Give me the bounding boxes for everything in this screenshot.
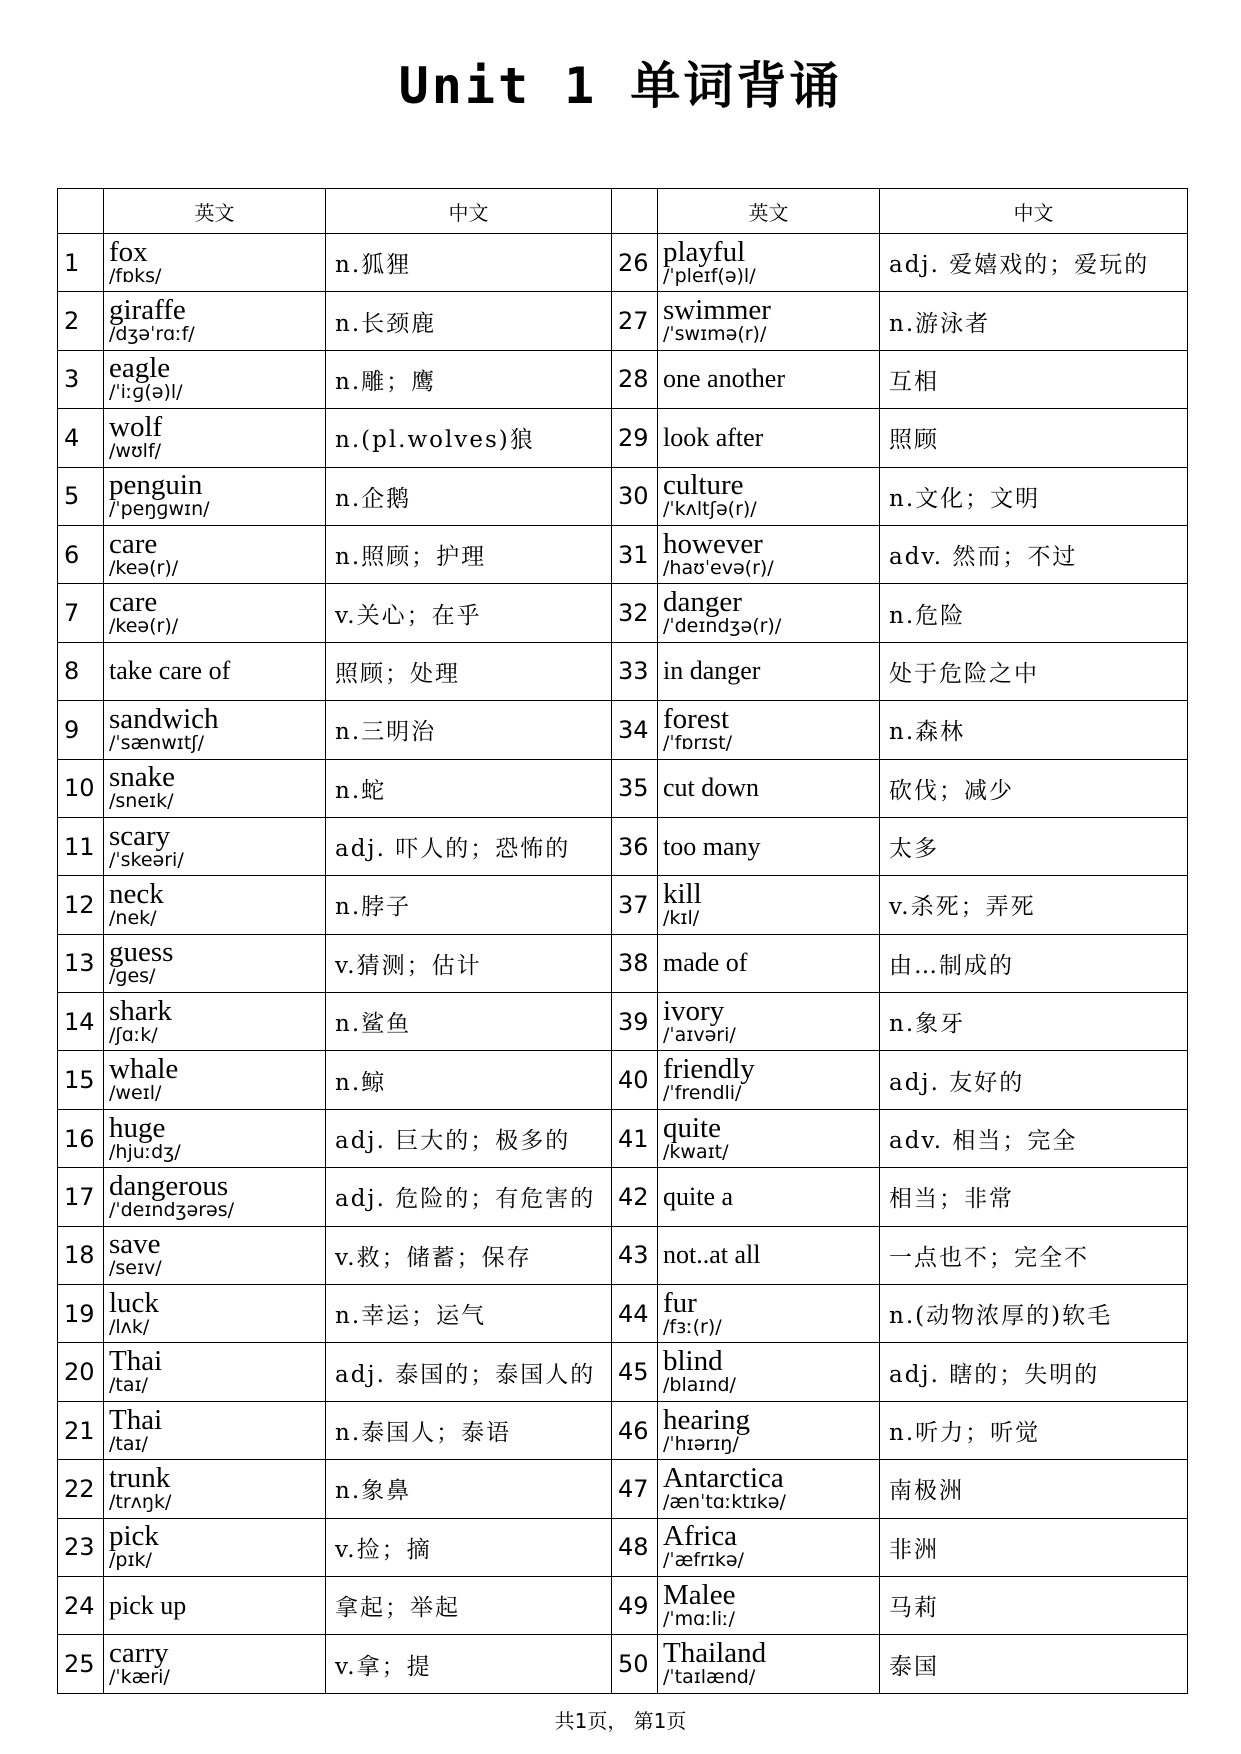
entry-number: 14 <box>58 993 104 1051</box>
entry-number: 21 <box>58 1401 104 1459</box>
phonetic: /ˈswɪmə(r)/ <box>663 323 767 346</box>
english-word: pick up <box>109 1590 187 1620</box>
chinese-meaning: n.狐狸 <box>326 234 612 292</box>
entry-number: 11 <box>58 817 104 875</box>
english-word: made of <box>663 948 748 978</box>
entry-number: 50 <box>612 1635 658 1693</box>
phonetic: /taɪ/ <box>109 1432 148 1455</box>
english-word: eagle <box>109 352 171 385</box>
english-word: not..at all <box>663 1240 761 1270</box>
entry-number: 7 <box>58 584 104 642</box>
chinese-meaning: v.杀死；弄死 <box>880 876 1188 934</box>
english-cell <box>104 467 326 525</box>
phonetic: /ˈpeŋɡwɪn/ <box>109 498 210 521</box>
entry-number: 44 <box>612 1285 658 1343</box>
entry-number: 1 <box>58 234 104 292</box>
english-cell <box>658 1343 880 1401</box>
entry-number: 13 <box>58 934 104 992</box>
english-cell <box>104 292 326 350</box>
english-cell <box>104 1343 326 1401</box>
english-cell <box>658 525 880 583</box>
entry-number: 15 <box>58 1051 104 1109</box>
chinese-meaning: adj. 友好的 <box>880 1051 1188 1109</box>
phonetic: /kwaɪt/ <box>663 1140 729 1163</box>
english-word: kill <box>663 877 702 910</box>
english-word: blind <box>663 1345 723 1378</box>
table-row <box>58 234 1188 292</box>
english-cell <box>104 1401 326 1459</box>
entry-number: 38 <box>612 934 658 992</box>
english-word: danger <box>663 586 742 619</box>
chinese-meaning: v.猜测；估计 <box>326 934 612 992</box>
chinese-meaning: adj. 爱嬉戏的；爱玩的 <box>880 234 1188 292</box>
entry-number: 41 <box>612 1109 658 1167</box>
table-row <box>58 1460 1188 1518</box>
phonetic: /weɪl/ <box>109 1082 162 1105</box>
english-word: swimmer <box>663 294 771 327</box>
table-row <box>58 584 1188 642</box>
english-cell <box>104 934 326 992</box>
phonetic: /dʒəˈrɑːf/ <box>109 323 195 346</box>
entry-number: 45 <box>612 1343 658 1401</box>
english-word: Malee <box>663 1578 736 1611</box>
entry-number: 34 <box>612 701 658 759</box>
english-word: whale <box>109 1053 179 1086</box>
english-cell <box>658 1401 880 1459</box>
table-row <box>58 876 1188 934</box>
chinese-meaning: n.长颈鹿 <box>326 292 612 350</box>
chinese-meaning: adj. 泰国的；泰国人的 <box>326 1343 612 1401</box>
english-cell <box>104 1109 326 1167</box>
entry-number: 24 <box>58 1576 104 1634</box>
phonetic: /kɪl/ <box>663 906 700 929</box>
english-cell <box>658 993 880 1051</box>
chinese-meaning: n.象鼻 <box>326 1460 612 1518</box>
header-english-left: 英文 <box>104 189 326 234</box>
entry-number: 22 <box>58 1460 104 1518</box>
english-word: save <box>109 1228 161 1261</box>
table-row <box>58 467 1188 525</box>
header-number-left <box>58 189 104 234</box>
english-cell <box>658 1226 880 1284</box>
phonetic: /keə(r)/ <box>109 556 179 579</box>
english-word: forest <box>663 702 730 735</box>
entry-number: 42 <box>612 1168 658 1226</box>
entry-number: 47 <box>612 1460 658 1518</box>
english-word: pick <box>109 1520 159 1553</box>
chinese-meaning: n.鲸 <box>326 1051 612 1109</box>
chinese-meaning: 照顾 <box>880 409 1188 467</box>
phonetic: /fɒks/ <box>109 264 162 287</box>
entry-number: 19 <box>58 1285 104 1343</box>
chinese-meaning: n.文化；文明 <box>880 467 1188 525</box>
english-cell <box>104 1635 326 1693</box>
table-row <box>58 1518 1188 1576</box>
entry-number: 43 <box>612 1226 658 1284</box>
english-cell <box>658 292 880 350</box>
english-cell <box>104 876 326 934</box>
phonetic: /ˈfrendli/ <box>663 1082 742 1105</box>
entry-number: 3 <box>58 350 104 408</box>
english-cell <box>658 1518 880 1576</box>
english-cell <box>104 701 326 759</box>
phonetic: /lʌk/ <box>109 1315 150 1338</box>
chinese-meaning: n.象牙 <box>880 993 1188 1051</box>
phonetic: /ˈmɑːliː/ <box>663 1607 735 1630</box>
english-word: dangerous <box>109 1169 229 1202</box>
chinese-meaning: n.鲨鱼 <box>326 993 612 1051</box>
english-cell <box>658 350 880 408</box>
entry-number: 32 <box>612 584 658 642</box>
header-chinese-right: 中文 <box>880 189 1188 234</box>
table-row <box>58 642 1188 700</box>
english-cell <box>658 642 880 700</box>
vocabulary-rows <box>58 234 1188 1694</box>
english-word: fur <box>663 1286 697 1319</box>
phonetic: /pɪk/ <box>109 1549 152 1572</box>
english-cell <box>658 1109 880 1167</box>
phonetic: /seɪv/ <box>109 1257 162 1280</box>
chinese-meaning: 互相 <box>880 350 1188 408</box>
chinese-meaning: 太多 <box>880 817 1188 875</box>
phonetic: /ˈaɪvəri/ <box>663 1023 736 1046</box>
entry-number: 10 <box>58 759 104 817</box>
entry-number: 36 <box>612 817 658 875</box>
english-word: huge <box>109 1111 166 1144</box>
entry-number: 33 <box>612 642 658 700</box>
english-word: guess <box>109 936 174 969</box>
english-word: sandwich <box>109 702 219 735</box>
entry-number: 28 <box>612 350 658 408</box>
english-word: giraffe <box>109 294 186 327</box>
chinese-meaning: n.泰国人；泰语 <box>326 1401 612 1459</box>
chinese-meaning: n.(动物浓厚的)软毛 <box>880 1285 1188 1343</box>
table-row <box>58 1635 1188 1693</box>
english-cell <box>104 1460 326 1518</box>
entry-number: 37 <box>612 876 658 934</box>
table-row <box>58 409 1188 467</box>
phonetic: /wʊlf/ <box>109 439 162 462</box>
chinese-meaning: adj. 危险的；有危害的 <box>326 1168 612 1226</box>
chinese-meaning: 处于危险之中 <box>880 642 1188 700</box>
english-cell <box>658 409 880 467</box>
phonetic: /ˈæfrɪkə/ <box>663 1549 744 1572</box>
table-row <box>58 525 1188 583</box>
entry-number: 6 <box>58 525 104 583</box>
english-word: carry <box>109 1637 169 1670</box>
chinese-meaning: 相当；非常 <box>880 1168 1188 1226</box>
entry-number: 16 <box>58 1109 104 1167</box>
table-row <box>58 1226 1188 1284</box>
table-row <box>58 1401 1188 1459</box>
english-cell <box>104 642 326 700</box>
table-row <box>58 934 1188 992</box>
phonetic: /ˈsænwɪtʃ/ <box>109 731 205 754</box>
english-cell <box>104 1226 326 1284</box>
phonetic: /ˈhɪərɪŋ/ <box>663 1432 739 1455</box>
chinese-meaning: 照顾；处理 <box>326 642 612 700</box>
english-word: neck <box>109 877 164 910</box>
english-word: fox <box>109 235 148 268</box>
chinese-meaning: adv. 然而；不过 <box>880 525 1188 583</box>
chinese-meaning: n.森林 <box>880 701 1188 759</box>
english-word: cut down <box>663 773 760 803</box>
chinese-meaning: n.游泳者 <box>880 292 1188 350</box>
entry-number: 48 <box>612 1518 658 1576</box>
english-word: take care of <box>109 656 231 686</box>
phonetic: /ʃɑːk/ <box>109 1023 158 1046</box>
phonetic: /nek/ <box>109 906 157 929</box>
page-title: Unit 1 单词背诵 <box>398 57 843 115</box>
table-row <box>58 1109 1188 1167</box>
chinese-meaning: adj. 瞎的；失明的 <box>880 1343 1188 1401</box>
english-word: culture <box>663 469 744 502</box>
english-word: hearing <box>663 1403 750 1436</box>
english-word: in danger <box>663 656 761 686</box>
phonetic: /ˈdeɪndʒərəs/ <box>109 1198 235 1221</box>
chinese-meaning: adj. 吓人的；恐怖的 <box>326 817 612 875</box>
english-cell <box>104 1285 326 1343</box>
phonetic: /fɜː(r)/ <box>663 1315 722 1338</box>
phonetic: /hjuːdʒ/ <box>109 1140 181 1163</box>
chinese-meaning: v.捡；摘 <box>326 1518 612 1576</box>
chinese-meaning: n.听力；听觉 <box>880 1401 1188 1459</box>
entry-number: 12 <box>58 876 104 934</box>
english-cell <box>104 1518 326 1576</box>
chinese-meaning: n.照顾；护理 <box>326 525 612 583</box>
english-word: wolf <box>109 410 163 443</box>
entry-number: 23 <box>58 1518 104 1576</box>
chinese-meaning: 由…制成的 <box>880 934 1188 992</box>
entry-number: 29 <box>612 409 658 467</box>
phonetic: /ˈtaɪlænd/ <box>663 1666 756 1689</box>
phonetic: /trʌŋk/ <box>109 1490 172 1513</box>
chinese-meaning: v.关心；在乎 <box>326 584 612 642</box>
table-row <box>58 292 1188 350</box>
english-word: luck <box>109 1286 159 1319</box>
entry-number: 46 <box>612 1401 658 1459</box>
phonetic: /ˈfɒrɪst/ <box>663 731 732 754</box>
english-cell <box>104 759 326 817</box>
english-word: care <box>109 586 158 619</box>
english-word: look after <box>663 422 764 452</box>
phonetic: /ˈkʌltʃə(r)/ <box>663 498 757 521</box>
chinese-meaning: v.拿；提 <box>326 1635 612 1693</box>
phonetic: /ˈpleɪf(ə)l/ <box>663 264 756 287</box>
table-row <box>58 1168 1188 1226</box>
phonetic: /ˈskeəri/ <box>109 848 184 871</box>
table-row <box>58 1576 1188 1634</box>
entry-number: 40 <box>612 1051 658 1109</box>
english-cell <box>658 467 880 525</box>
table-row <box>58 1051 1188 1109</box>
phonetic: /ˈiːɡ(ə)l/ <box>109 381 183 404</box>
english-word: snake <box>109 761 176 794</box>
entry-number: 4 <box>58 409 104 467</box>
english-cell <box>658 701 880 759</box>
english-word: friendly <box>663 1053 755 1086</box>
english-cell <box>104 817 326 875</box>
english-cell <box>658 1285 880 1343</box>
english-word: quite a <box>663 1181 734 1211</box>
chinese-meaning: adj. 巨大的；极多的 <box>326 1109 612 1167</box>
phonetic: /keə(r)/ <box>109 615 179 638</box>
english-cell <box>658 1051 880 1109</box>
english-cell <box>104 1576 326 1634</box>
english-word: too many <box>663 831 761 861</box>
table-row <box>58 1285 1188 1343</box>
chinese-meaning: 砍伐；减少 <box>880 759 1188 817</box>
chinese-meaning: 马莉 <box>880 1576 1188 1634</box>
header-english-right: 英文 <box>658 189 880 234</box>
chinese-meaning: n.蛇 <box>326 759 612 817</box>
chinese-meaning: 泰国 <box>880 1635 1188 1693</box>
chinese-meaning: n.(pl.wolves)狼 <box>326 409 612 467</box>
header-number-right <box>612 189 658 234</box>
chinese-meaning: n.企鹅 <box>326 467 612 525</box>
chinese-meaning: n.幸运；运气 <box>326 1285 612 1343</box>
entry-number: 35 <box>612 759 658 817</box>
english-word: shark <box>109 994 172 1027</box>
entry-number: 25 <box>58 1635 104 1693</box>
english-cell <box>104 525 326 583</box>
english-cell <box>104 350 326 408</box>
english-word: one another <box>663 364 786 394</box>
english-cell <box>104 409 326 467</box>
table-row <box>58 701 1188 759</box>
english-word: care <box>109 527 158 560</box>
entry-number: 9 <box>58 701 104 759</box>
chinese-meaning: 一点也不；完全不 <box>880 1226 1188 1284</box>
phonetic: /blaɪnd/ <box>663 1374 736 1397</box>
english-cell <box>104 1168 326 1226</box>
english-cell <box>658 584 880 642</box>
phonetic: /sneɪk/ <box>109 790 174 813</box>
chinese-meaning: v.救；储蓄；保存 <box>326 1226 612 1284</box>
table-row <box>58 759 1188 817</box>
english-word: Africa <box>663 1520 738 1553</box>
entry-number: 17 <box>58 1168 104 1226</box>
english-word: Thailand <box>663 1637 767 1670</box>
english-word: playful <box>663 235 746 268</box>
entry-number: 20 <box>58 1343 104 1401</box>
english-word: Thai <box>109 1403 163 1436</box>
english-cell <box>658 1576 880 1634</box>
chinese-meaning: n.雕；鹰 <box>326 350 612 408</box>
phonetic: /ænˈtɑːktɪkə/ <box>663 1490 786 1513</box>
vocabulary-table <box>57 188 1188 1694</box>
english-cell <box>104 234 326 292</box>
chinese-meaning: adv. 相当；完全 <box>880 1109 1188 1167</box>
entry-number: 31 <box>612 525 658 583</box>
phonetic: /taɪ/ <box>109 1374 148 1397</box>
phonetic: /ɡes/ <box>109 965 156 988</box>
chinese-meaning: 非洲 <box>880 1518 1188 1576</box>
english-cell <box>658 817 880 875</box>
entry-number: 18 <box>58 1226 104 1284</box>
english-word: Thai <box>109 1345 163 1378</box>
english-cell <box>658 1168 880 1226</box>
entry-number: 2 <box>58 292 104 350</box>
entry-number: 39 <box>612 993 658 1051</box>
table-row <box>58 817 1188 875</box>
english-cell <box>104 584 326 642</box>
chinese-meaning: n.危险 <box>880 584 1188 642</box>
english-cell <box>658 759 880 817</box>
header-chinese-left: 中文 <box>326 189 612 234</box>
table-header-row <box>58 189 1188 234</box>
english-word: scary <box>109 819 171 852</box>
english-cell <box>658 934 880 992</box>
entry-number: 5 <box>58 467 104 525</box>
chinese-meaning: n.三明治 <box>326 701 612 759</box>
phonetic: /ˈdeɪndʒə(r)/ <box>663 615 782 638</box>
chinese-meaning: 南极洲 <box>880 1460 1188 1518</box>
phonetic: /haʊˈevə(r)/ <box>663 556 774 579</box>
english-cell <box>658 1635 880 1693</box>
table-row <box>58 993 1188 1051</box>
entry-number: 49 <box>612 1576 658 1634</box>
english-cell <box>104 993 326 1051</box>
entry-number: 27 <box>612 292 658 350</box>
english-word: Antarctica <box>663 1461 784 1494</box>
english-word: however <box>663 527 763 560</box>
english-cell <box>104 1051 326 1109</box>
english-cell <box>658 1460 880 1518</box>
table-row <box>58 1343 1188 1401</box>
english-word: ivory <box>663 994 725 1027</box>
phonetic: /ˈkæri/ <box>109 1666 170 1689</box>
table-row <box>58 350 1188 408</box>
page-footer: 共1页， 第1页 <box>554 1709 687 1733</box>
english-word: trunk <box>109 1461 171 1494</box>
chinese-meaning: n.脖子 <box>326 876 612 934</box>
english-word: quite <box>663 1111 721 1144</box>
english-cell <box>658 876 880 934</box>
entry-number: 8 <box>58 642 104 700</box>
chinese-meaning: 拿起；举起 <box>326 1576 612 1634</box>
english-cell <box>658 234 880 292</box>
entry-number: 30 <box>612 467 658 525</box>
english-word: penguin <box>109 469 203 502</box>
entry-number: 26 <box>612 234 658 292</box>
